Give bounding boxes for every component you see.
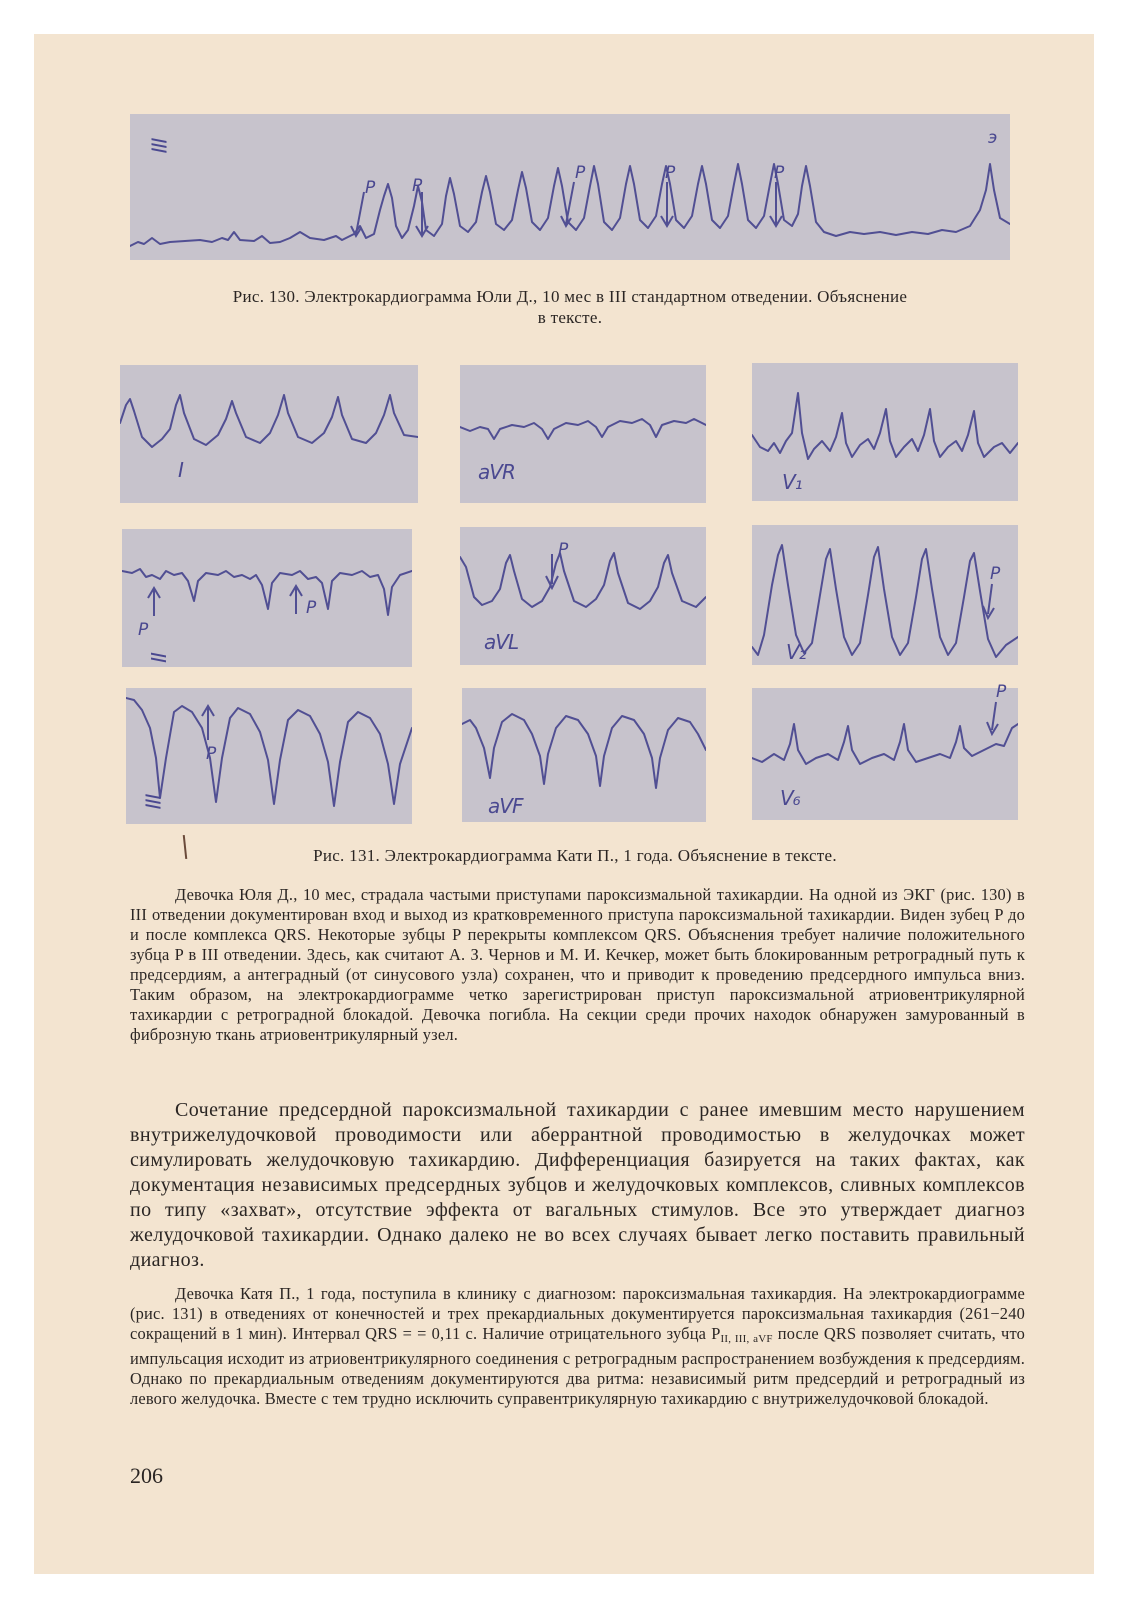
p-arrow-icon <box>412 190 432 240</box>
corner-label: э <box>988 128 998 148</box>
p-arrow-icon <box>288 584 304 616</box>
caption-line: Рис. 130. Электрокардиограмма Юли Д., 10 мес в III стандартном отведении. Объяснение <box>232 287 908 306</box>
page-number: 206 <box>130 1463 163 1488</box>
p-arrow-icon <box>560 180 580 230</box>
paragraph-main: Сочетание предсердной пароксизмальной тахикардии с ранее имевшим место нарушением внутрижелудочковой проводимости или аберрантной проводимостью в желудочках может симулировать желудочковую тахикардию. Дифференциация базируется на таких фактах, как документация независимых предсердных зубцов и желудочковых комплексов, сливных комплексов по типу «захват», отсутствие эффекта от вагальных стимулов. Все это утверждает диагноз желудочковой тахикардии. Однако далеко не во всех случаях бывает легко поставить правильный диагноз. <box>130 1099 1025 1271</box>
p-wave-marker: P <box>206 744 217 764</box>
lead-label-ii: II <box>146 653 171 663</box>
figure-130-caption <box>110 286 1030 328</box>
lead-label-v2: V₂ <box>786 640 806 664</box>
p-wave-marker: P <box>138 620 149 640</box>
p-arrow-icon <box>982 582 998 620</box>
lead-label-avr: aVR <box>478 460 515 484</box>
p-arrow-icon <box>986 700 1002 736</box>
ecg-trace <box>126 688 412 824</box>
p-wave-marker: P <box>575 163 586 183</box>
ecg-trace <box>122 529 412 667</box>
p-wave-marker: P <box>365 178 376 198</box>
ecg-strip-lead-ii <box>122 529 412 667</box>
ecg-trace <box>120 365 418 503</box>
caption-line: в тексте. <box>537 308 603 327</box>
p-arrow-icon <box>657 180 677 230</box>
lead-label-iii-fig130: III <box>147 138 172 154</box>
p-wave-marker: P <box>990 564 1001 584</box>
figure-131-caption: Рис. 131. Электрокардиограмма Кати П., 1 года. Объяснение в тексте. <box>313 846 837 865</box>
paragraph-text: после QRS позволяет считать, что импульсация исходит из атриовентрикулярного соединения с ретроградным распространением возбуждения к предсердиям. Однако по прекардиальным отведениям документируются два ритма: независимый ритм предсердий и ретроградный из левого желудочка. Вместе с тем трудно исключить суправентрикулярную тахикардию с внутрижелудочковой блокадой. <box>130 1324 1025 1408</box>
p-arrow-icon <box>200 704 216 742</box>
lead-label-avf: aVF <box>488 794 523 818</box>
ecg-strip-lead-i <box>120 365 418 503</box>
subscript-leads: II, III, aVF <box>720 1333 773 1345</box>
p-arrow-icon <box>350 190 370 240</box>
paragraph-text: Девочка Катя П., 1 года, поступила в клинику с диагнозом: пароксизмальная тахикардия. На электрокардиограмме (рис. 131) в отведениях от конечностей и трех прекардиальных документируется пароксизмальная тахикардия (261−240 сокращений в 1 мин). Интервал QRS = = 0,11 с. Наличие отрицательного зубца P <box>130 1284 1025 1343</box>
p-wave-marker: P <box>665 163 676 183</box>
p-wave-marker: P <box>412 176 423 196</box>
lead-label-avl: aVL <box>484 630 519 654</box>
p-arrow-icon <box>146 586 162 618</box>
p-arrow-icon <box>766 180 786 230</box>
p-wave-marker: P <box>558 540 569 560</box>
lead-label-i: I <box>178 458 183 482</box>
p-arrow-icon <box>544 552 560 590</box>
ecg-strip-lead-iii <box>126 688 412 824</box>
paragraph-case-katya <box>130 1284 1025 1409</box>
lead-label-v6: V₆ <box>780 786 800 810</box>
lead-label-v1: V₁ <box>782 470 802 494</box>
lead-label-iii: III <box>141 794 166 810</box>
paragraph-case-yulia: Девочка Юля Д., 10 мес, страдала частыми приступами пароксизмальной тахикардии. На одной из ЭКГ (рис. 130) в III отведении документирован вход и выход из кратковременного приступа пароксизмальной тахикардии. Виден зубец P до и после комплекса QRS. Некоторые зубцы P перекрыты комплексом QRS. Объяснения требует наличие положительного зубца P в III отведении. Здесь, как считают А. З. Чернов и М. И. Кечкер, может быть блокированным ретроградный путь к предсердиям, а антеградный (от синусового узла) сохранен, что и приводит к проведению предсердного импульса вниз. Таким образом, на электрокардиограмме четко зарегистрирован приступ пароксизмальной атриовентрикулярной тахикардии с ретроградной блокадой. Девочка погибла. На секции среди прочих находок обнаружен замурованный в фиброзную ткань атриовентрикулярный узел. <box>130 885 1025 1044</box>
p-wave-marker: P <box>306 598 317 618</box>
p-wave-marker: P <box>996 682 1007 702</box>
p-wave-marker: P <box>774 163 785 183</box>
